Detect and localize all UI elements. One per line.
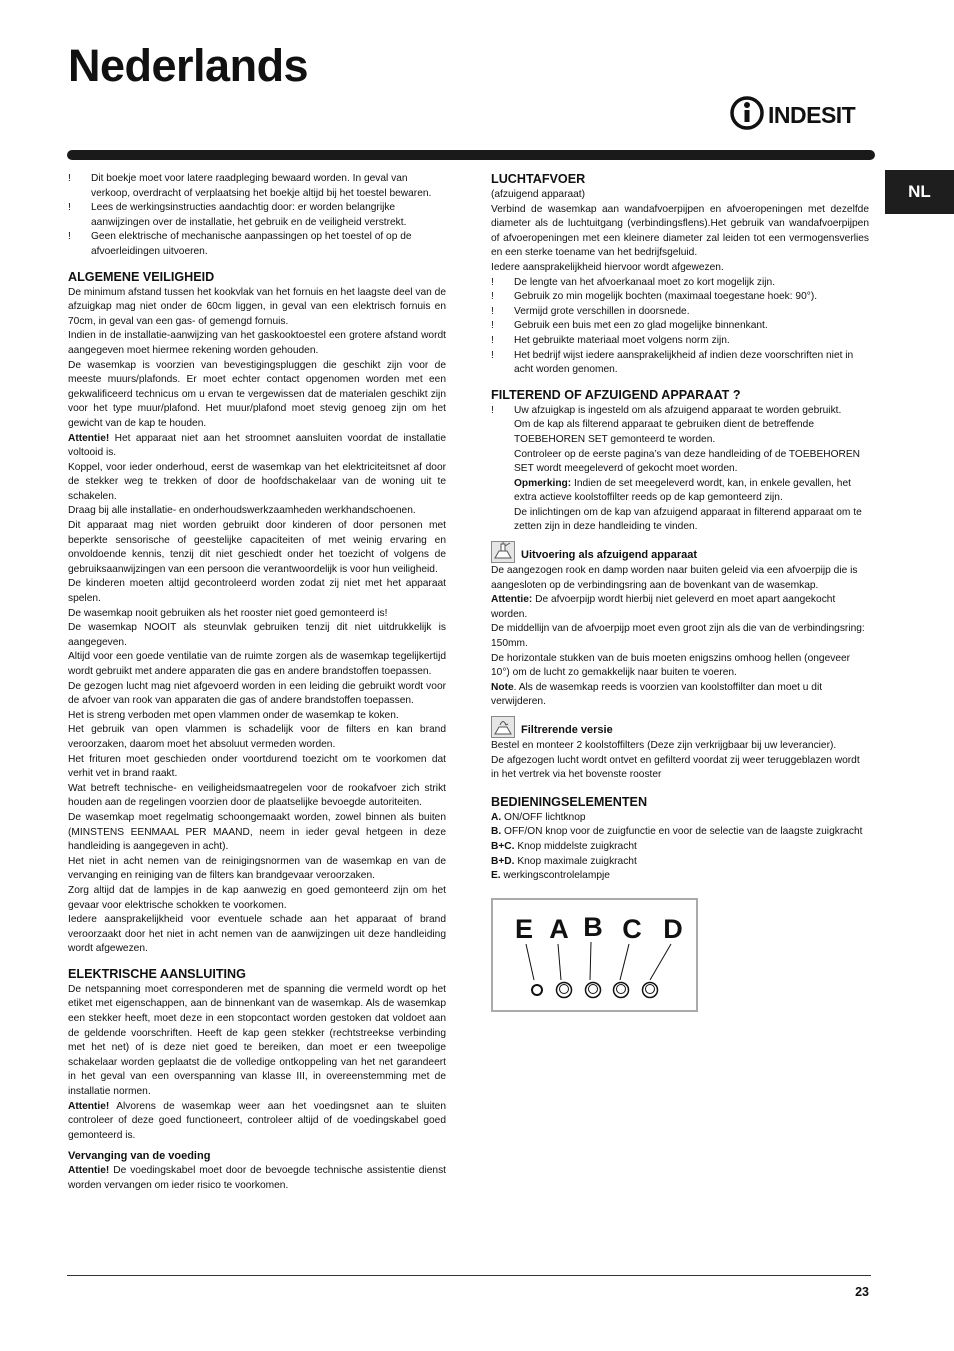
paragraph: Zorg altijd dat de lampjes in de kap aanwezig en goed gemonteerd zijn om het gevaar voor elektrische schokken te voorkomen. [68,884,446,911]
panel-label-d: D [663,913,683,944]
paragraph: Bestel en monteer 2 koolstoffilters (Deze zijn verkrijgbaar bij uw leverancier). [491,740,837,751]
ducted-hood-icon [491,541,515,563]
paragraph: Het frituren moet geschieden onder voortdurend toezicht om te voorkomen dat verhit vet in brand raakt. [68,753,446,780]
header-divider [67,150,875,160]
paragraph: Het is streng verboden met open vlammen onder de wasemkap te koken. [68,709,399,721]
language-tab: NL [885,170,954,214]
paragraph: Het niet in acht nemen van de reinigingsnormen van de wasemkap en van de vervanging en reiniging van de filters kan brandgevaar veroorzaken. [68,855,446,882]
subsection-afzuigend: Uitvoering als afzuigend apparaat [491,541,869,563]
paragraph: De wasemkap NOOIT als steunvlak gebruiken tenzij dit niet uitdrukkelijk is aangegeven. [68,622,446,648]
knob-b [586,982,601,997]
section-heading-elektrisch: ELEKTRISCHE AANSLUITING [68,966,246,981]
right-column [491,172,869,1012]
paragraph: Altijd voor een goede ventilatie van de ruimte zorgen als de wasemkap tegelijkertijd wordt gebruikt met andere apparaten die gas en andere brandstoffen toepassen. [68,651,446,677]
list-item: ! Het bedrijf wijst iedere aansprakelijkheid af indien deze voorschriften niet in acht worden genomen. [491,349,854,376]
paragraph: Controleer op de eerste pagina’s van deze handleiding of de TOEBEHOREN SET wordt meegeleverd of gekocht moet worden. [514,448,861,475]
control-item: A. ON/OFF lichtknop [491,811,586,823]
paragraph: De wasemkap is voorzien van bevestigingspluggen die geschikt zijn voor de meeste muurs/plafonds. Er moet echter contact opgenomen worden met een gekwalificeerd technicus om u ervan te vergewissen dat de materialen geschikt zijn voor het type muur/plafond. Het muur/plafond moet stevig genoeg zijn om het gewicht van de kap te houden. [68,359,446,429]
panel-label-c: C [622,913,642,944]
paragraph: Indien in de installatie-aanwijzing van het gaskooktoestel een grotere afstand wordt aangegeven moet hiermee rekening worden gehouden. [68,330,446,356]
control-item: B+C. Knop middelste zuigkracht [491,840,637,852]
indesit-logo-icon [730,94,870,132]
paragraph: Opmerking: Indien de set meegeleverd wordt, kan, in enkele gevallen, het extra actieve koolstoffilter reeds op de kap gemonteerd zijn. [514,477,851,504]
paragraph: Wat betreft technische- en veiligheidsmaatregelen voor de rookafvoer zich strikt houden aan de regelingen voorzien door de plaatselijke bevoegde autoriteiten. [68,782,446,809]
subsection-filtrerende: Filtrerende versie [491,716,869,738]
control-item: B+D. Knop maximale zuigkracht [491,855,637,867]
recirculation-hood-icon [491,716,515,738]
footer-divider [67,1275,871,1276]
paragraph: De horizontale stukken van de buis moeten enigszins omhoog hellen (ongeveer 10°) om de lucht zo gemakkelijk naar buiten te voeren. [491,652,851,679]
paragraph: Attentie! Het apparaat niet aan het stroomnet aansluiten voordat de installatie voltooid is. [68,432,446,459]
brand-text: INDESIT [768,102,856,128]
panel-label-e: E [514,913,534,944]
list-item: ! De lengte van het afvoerkanaal moet zo kort mogelijk zijn. [491,276,776,288]
paragraph: De aangezogen rook en damp worden naar buiten geleid via een afvoerpijp die is aangesloten op de verbindingsring aan de bovenkant van de wasemkap. [491,565,858,591]
subsection-heading-voeding: Vervanging van de voeding [68,1150,211,1163]
page-title: Nederlands [68,40,309,91]
paragraph: (afzuigend apparaat) [491,189,586,200]
paragraph: Attentie! De voedingskabel moet door de bevoegde technische assistentie dienst worden vervangen om ieder risico te voorkomen. [68,1165,446,1191]
section-heading-luchtafvoer: LUCHTAFVOER [491,172,586,186]
paragraph: Iedere aansprakelijkheid hiervoor wordt afgewezen. [491,261,724,273]
knob-a [557,982,572,997]
paragraph: De middellijn van de afvoerpijp moet even groot zijn als die van de verbindingsring: 150mm. [491,623,865,650]
section-heading-filterend: FILTEREND OF AFZUIGEND APPARAAT ? [491,387,741,402]
paragraph: Dit apparaat mag niet worden gebruikt door kinderen of door personen met beperkte sensorische of geestelijke capaciteiten of met weinig ervaring en onvoldoende kennis, tenzij dit niet geschiedt onder het toezicht of volgens de gebruiksaanwijzingen van een persoon die verantwoordelijk is voor hun veiligheid. [68,520,446,575]
paragraph: De minimum afstand tussen het kookvlak van het fornuis en het laagste deel van de afzuigkap mag niet onder de 60cm liggen, in geval van een elektrisch fornuis en 70cm, in geval van een gas- of gemengd fornuis. [68,286,446,327]
indicator-lamp-e [532,985,542,995]
paragraph: De afgezogen lucht wordt ontvet en gefilterd voordat zij weer teruggeblazen wordt in het vertrek via het bovenste rooster [491,754,860,781]
paragraph: De netspanning moet corresponderen met de spanning die vermeld wordt op het etiket met eigenschappen, aan de binnenkant van de wasemkap. Als de wasemkap een stekker heeft, moet deze in een stopcontact worden gestoken dat voldoet aan de geldende voorschriften. Heeft de kap geen stekker (rechtstreekse verbinding met het net) of is deze niet goed te bereiken, dan moet er een tweepolige schakelaar worden geplaatst die de volledige ontkoppeling van het net garandeert in het geval van een overspanning van klasse III, in overeenstemming met de installatie normen. [68,983,446,1098]
control-item: B. OFF/ON knop voor de zuigfunctie en voor de selectie van de laagste zuigkracht [491,826,863,838]
paragraph: De inlichtingen om de kap van afzuigend apparaat in filterend apparaat om te zetten zijn in deze handleiding te vinden. [514,506,862,533]
paragraph: Koppel, voor ieder onderhoud, eerst de wasemkap van het elektriciteitsnet af door de stekker weg te trekken of door de hoofdschakelaar van de woning uit te schakelen. [68,461,446,502]
paragraph: Iedere aansprakelijkheid voor eventuele schade aan het apparaat of brand veroorzaakt door het niet in acht nemen van de aanwijzingen uit deze handleiding wordt afgewezen. [68,914,446,955]
knob-c [614,982,629,997]
list-item: ! Vermijd grote verschillen in doorsnede. [491,305,690,317]
warning-item: ! Lees de werkingsinstructies aandachtig door: er worden belangrijke aanwijzingen over de installatie, het gebruik en de veiligheid verstrekt. [68,202,407,228]
warning-item: ! Geen elektrische of mechanische aanpassingen op het toestel of op de afvoerleidingen uitvoeren. [68,231,412,257]
list-item: ! Het gebruikte materiaal moet volgens norm zijn. [491,334,730,346]
list-item: ! Uw afzuigkap is ingesteld om als afzuigend apparaat te worden gebruikt. [491,404,842,416]
paragraph: De wasemkap moet regelmatig schoongemaakt worden, zowel binnen als buiten (MINSTENS EENMAAL PER MAAND, neem in ieder geval hetgeen in deze handleiding is aangegeven in acht). [68,811,446,853]
page-number: 23 [855,1285,869,1299]
paragraph: Verbind de wasemkap aan wandafvoerpijpen en afvoeropeningen met dezelfde diameter als de luchtuitgang (verbindingsflens).Het gebruik van wandafvoerpijpen of afvoeropeningen met een kleinere diameter zal leiden tot een vermogensverlies en een sterke toename van het bedrijfsgeluid. [491,203,869,259]
section-heading-bediening: BEDIENINGSELEMENTEN [491,794,648,809]
paragraph: Note. Als de wasemkap reeds is voorzien van koolstoffilter dan moet u dit verwijderen. [491,681,823,708]
panel-label-a: A [549,913,569,944]
warning-item: ! Dit boekje moet voor latere raadpleging bewaard worden. In geval van verkoop, overdracht of verplaatsing het boekje altijd bij het toestel bewaren. [68,173,432,199]
list-item: ! Gebruik zo min mogelijk bochten (maximaal toegestane hoek: 90°). [491,291,818,303]
list-item: ! Gebruik een buis met een zo glad mogelijke binnenkant. [491,320,768,332]
control-item: E. werkingscontrolelampje [491,870,610,882]
paragraph: De wasemkap nooit gebruiken als het rooster niet goed gemonteerd is! [68,607,388,619]
knob-d [643,982,658,997]
paragraph: Draag bij alle installatie- en onderhoudswerkzaamheden werkhandschoenen. [68,505,416,517]
panel-label-b: B [583,911,603,942]
left-column [68,172,446,1194]
paragraph: Attentie! Alvorens de wasemkap weer aan het voedingsnet aan te sluiten controleer of deze goed functioneert, controleer altijd of de voedingskabel goed gemonteerd is. [68,1100,446,1141]
paragraph: Het gebruik van open vlammen is schadelijk voor de filters en kan brand veroorzaken, daarom moet het absoluut vermeden worden. [68,724,446,750]
paragraph: De gezogen lucht mag niet afgevoerd worden in een leiding die gebruikt wordt voor de afvoer van rook van apparaten die gas of andere brandstoffen toepassen. [68,680,446,707]
paragraph: Attentie: De afvoerpijp wordt hierbij niet geleverd en moet apart aangekocht worden. [491,594,836,620]
paragraph: Om de kap als filterend apparaat te gebruiken dient de betreffende TOEBEHOREN SET gemonteerd te worden. [514,419,814,445]
section-heading-veiligheid: ALGEMENE VEILIGHEID [68,269,215,284]
paragraph: De kinderen moeten altijd gecontroleerd worden zodat zij niet met het apparaat spelen. [68,578,446,605]
control-panel-diagram [491,898,698,1012]
